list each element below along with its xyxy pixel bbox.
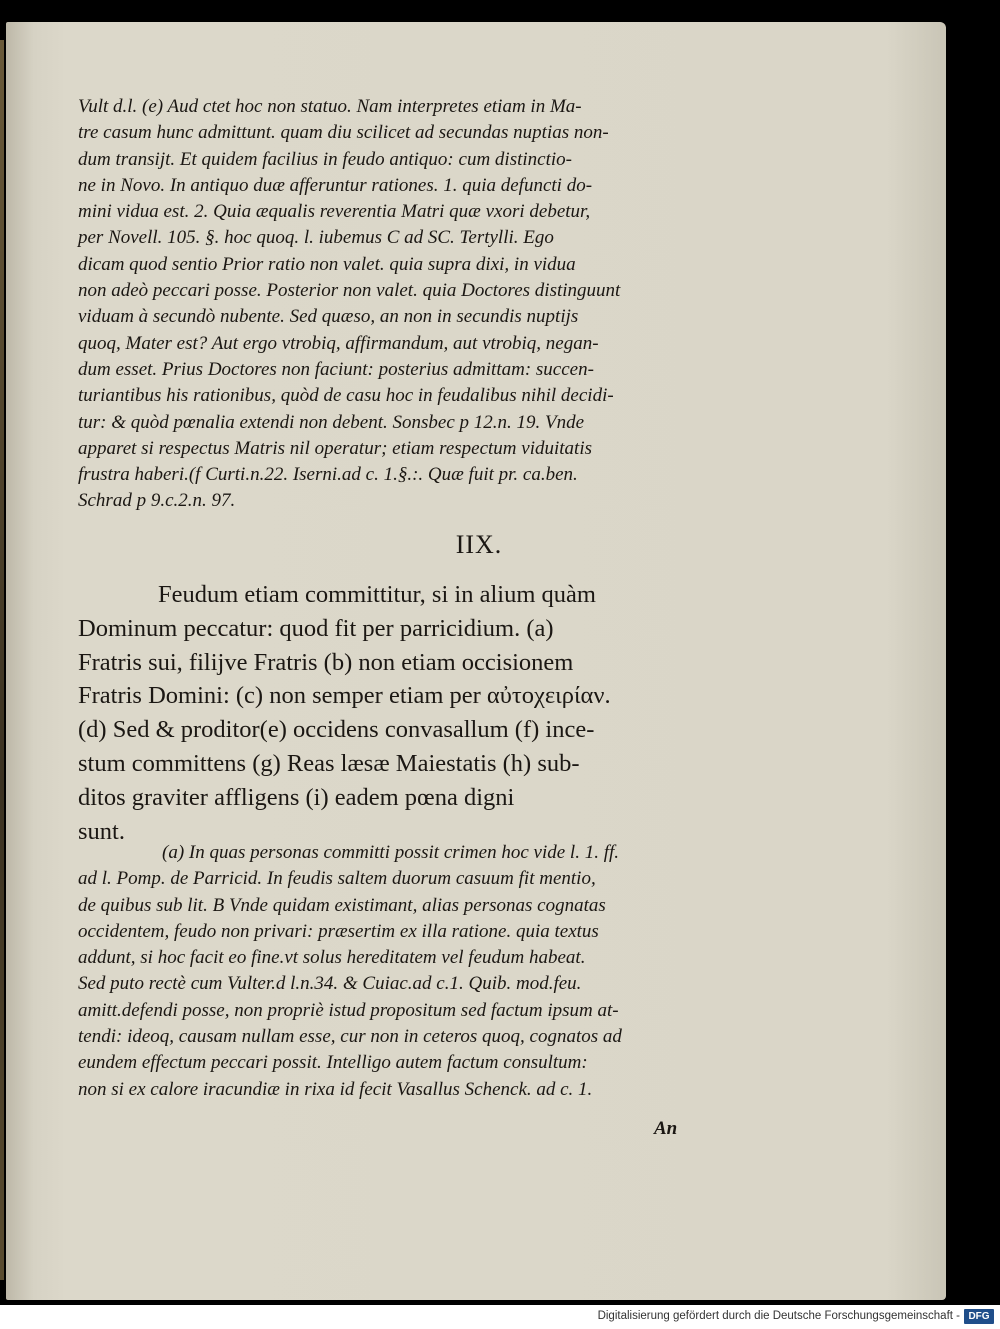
footnote-line: Schrad p 9.c.2.n. 97. — [78, 490, 236, 512]
book-spine-edge — [0, 40, 4, 1280]
main-text-line: Fratris Domini: (c) non semper etiam per αὐτοχειρίαν. — [78, 682, 611, 710]
footnote-line: non si ex calore iracundiæ in rixa id fecit Vasallus Schenck. ad c. 1. — [78, 1078, 593, 1100]
footnote-line: eundem effectum peccari possit. Intelligo autem factum consultum: — [78, 1052, 588, 1074]
footnote-line: addunt, si hoc facit eo fine.vt solus hereditatem vel feudum habeat. — [78, 947, 586, 969]
footnote-line: (a) In quas personas committi possit crimen hoc vide l. 1. ff. — [162, 842, 620, 863]
footnote-top — [78, 94, 708, 515]
section-heading: IIX. — [455, 530, 503, 559]
footnote-line: apparet si respectus Matris nil operatur; etiam respectum viduitatis — [78, 437, 593, 459]
footnote-line: amitt.defendi posse, non propriè istud propositum sed factum ipsum at- — [78, 999, 619, 1021]
footnote-line: occidentem, feudo non privari: præsertim ex illa ratione. quia textus — [78, 920, 599, 942]
footnote-line: viduam à secundò nubente. Sed quæso, an non in secundis nuptijs — [78, 306, 579, 328]
footnote-line: turiantibus his rationibus, quòd de casu hoc in feudalibus nihil decidi- — [78, 385, 614, 407]
footnote-line: frustra haberi.(f Curti.n.22. Iserni.ad c. 1.§.:. Quæ fuit pr. ca.ben. — [78, 464, 578, 486]
footnote-line: dicam quod sentio Prior ratio non valet. quia supra dixi, in vidua — [78, 253, 576, 275]
footer-bar — [0, 1305, 1000, 1329]
footnote-line: tur: & quòd pœnalia extendi non debent. Sonsbec p 12.n. 19. Vnde — [78, 411, 585, 433]
footnote-line: Vult d.l. (e) Aud ctet hoc non statuo. Nam interpretes etiam in Ma- — [78, 96, 582, 117]
catchword: An — [654, 1118, 678, 1139]
footnote-line: per Novell. 105. §. hoc quoq. l. iubemus C ad SC. Tertylli. Ego — [78, 227, 554, 249]
footnote-line: tendi: ideoq, causam nullam esse, cur non in ceteros quoq, cognatos ad — [78, 1026, 622, 1048]
dfg-logo-icon[interactable]: DFG — [964, 1309, 994, 1324]
footnote-line: mini vidua est. 2. Quia æqualis reverentia Matri quæ vxori debetur, — [78, 201, 591, 223]
main-text-line: (d) Sed & proditor(e) occidens convasallum (f) ince- — [78, 716, 595, 744]
footnote-line: dum transijt. Et quidem facilius in feudo antiquo: cum distinctio- — [78, 148, 572, 170]
footnote-line: ne in Novo. In antiquo duæ afferuntur rationes. 1. quia defuncti do- — [78, 174, 593, 196]
footnote-line: dum esset. Prius Doctores non faciunt: posterius admittam: succen- — [78, 358, 594, 380]
footer-credit: Digitalisierung gefördert durch die Deutsche Forschungsgemeinschaft - — [597, 1310, 960, 1322]
main-text-line: stum committens (g) Reas læsæ Maiestatis (h) sub- — [78, 749, 580, 777]
footnote-bottom — [78, 840, 708, 1103]
footnote-line: Sed puto rectè cum Vulter.d l.n.34. & Cuiac.ad c.1. Quib. mod.feu. — [78, 973, 582, 995]
footnote-line: tre casum hunc admittunt. quam diu scilicet ad secundas nuptias non- — [78, 122, 609, 144]
main-text-line: ditos graviter affligens (i) eadem pœna digni — [78, 783, 515, 811]
main-text-line: Dominum peccatur: quod fit per parricidium. (a) — [78, 614, 554, 642]
main-text-line: sunt. — [78, 817, 125, 845]
footnote-line: ad l. Pomp. de Parricid. In feudis saltem duorum casuum fit mentio, — [78, 868, 596, 890]
main-text-line: Fratris sui, filijve Fratris (b) non etiam occisionem — [78, 648, 574, 676]
footnote-line: de quibus sub lit. B Vnde quidam existimant, alias personas cognatas — [78, 894, 606, 916]
footnote-line: non adeò peccari posse. Posterior non valet. quia Doctores distinguunt — [78, 280, 621, 302]
main-text-line: Feudum etiam committitur, si in alium quàm — [158, 581, 596, 608]
footnote-line: quoq, Mater est? Aut ergo vtrobiq, affirmandum, aut vtrobiq, negan- — [78, 332, 599, 354]
book-page — [6, 22, 946, 1300]
main-paragraph — [78, 578, 708, 848]
